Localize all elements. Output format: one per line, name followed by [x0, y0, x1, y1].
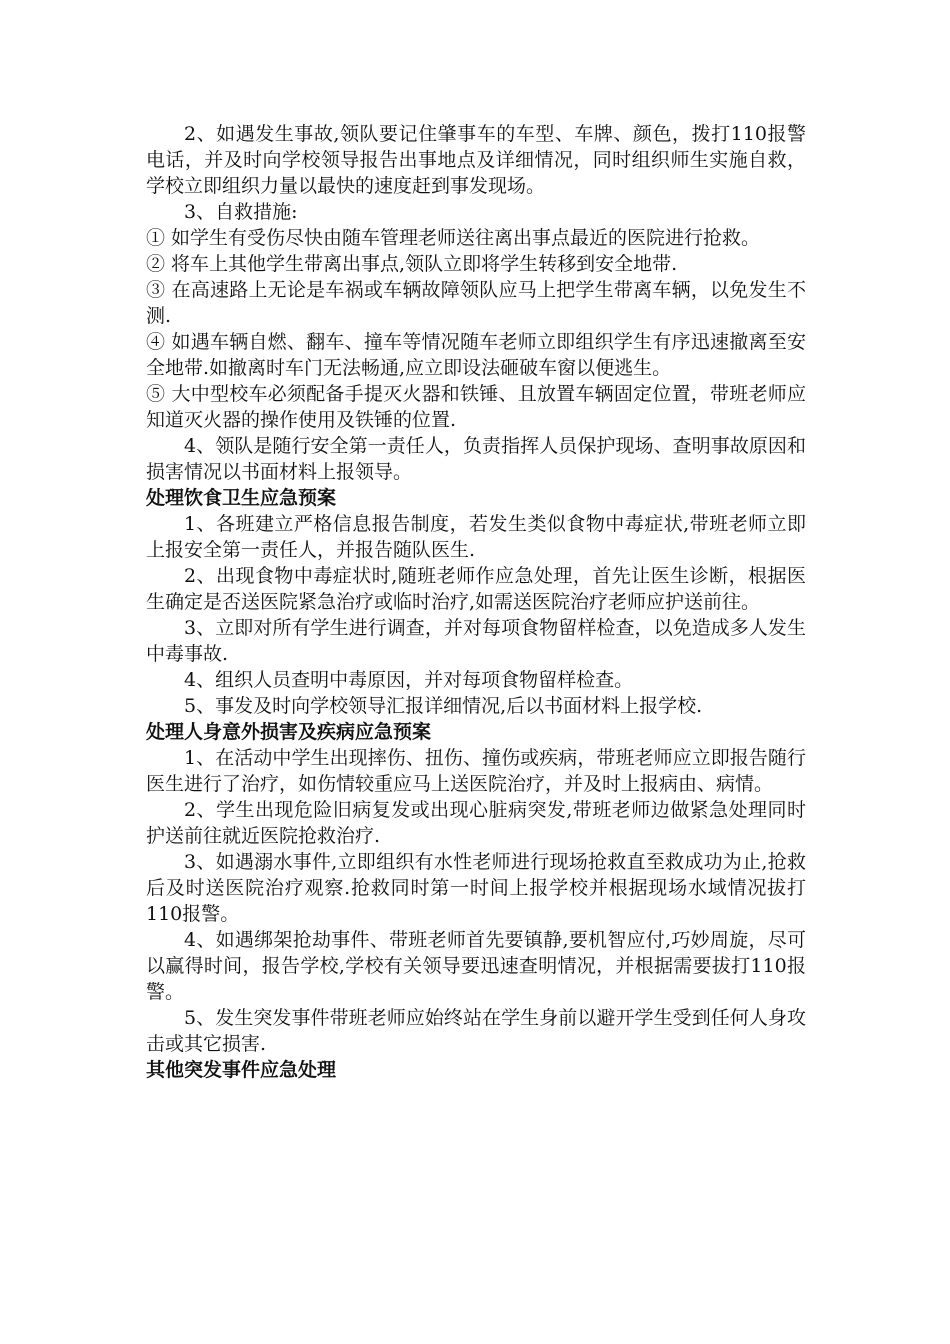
document-page	[146, 121, 806, 1083]
paragraph: 3、如遇溺水事件,立即组织有水性老师进行现场抢救直至救成功为止,抢救后及时送医院治疗观察.抢救同时第一时间上报学校并根据现场水域情况拔打110报警。	[146, 851, 806, 925]
paragraph: 4、组织人员查明中毒原因，并对每项食物留样检查。	[184, 669, 634, 691]
section-heading-other-emergencies: 其他突发事件应急处理	[146, 1059, 337, 1081]
paragraph: 5、发生突发事件带班老师应始终站在学生身前以避开学生受到任何人身攻击或其它损害.	[146, 1007, 806, 1055]
paragraph: 4、如遇绑架抢劫事件、带班老师首先要镇静,要机智应付,巧妙周旋，尽可以赢得时间，报告学校,学校有关领导要迅速查明情况，并根据需要拔打110报警。	[146, 929, 806, 1003]
paragraph: 1、各班建立严格信息报告制度，若发生类似食物中毒症状,带班老师立即上报安全第一责任人，并报告随队医生.	[146, 513, 806, 561]
paragraph: 5、事发及时向学校领导汇报详细情况,后以书面材料上报学校.	[184, 695, 703, 717]
paragraph: 2、出现食物中毒症状时,随班老师作应急处理，首先让医生诊断，根据医生确定是否送医院紧急治疗或临时治疗,如需送医院治疗老师应护送前往。	[146, 565, 806, 613]
paragraph: 3、立即对所有学生进行调查，并对每项食物留样检查，以免造成多人发生中毒事故.	[146, 617, 806, 665]
section-heading-injury-illness: 处理人身意外损害及疾病应急预案	[146, 721, 432, 743]
list-item: ⑤ 大中型校车必须配备手提灭火器和铁锤、且放置车辆固定位置，带班老师应知道灭火器的操作使用及铁锤的位置.	[146, 383, 806, 431]
paragraph-accident-report: 2、如遇发生事故,领队要记住肇事车的车型、车牌、颜色，拨打110报警电话，并及时向学校领导报告出事地点及详细情况，同时组织师生实施自救，学校立即组织力量以最快的速度赶到事发现场。	[146, 123, 806, 197]
paragraph-self-rescue-title: 3、自救措施:	[184, 201, 298, 223]
list-item: ① 如学生有受伤尽快由随车管理老师送往离出事点最近的医院进行抢救。	[146, 227, 761, 249]
list-item: ③ 在高速路上无论是车祸或车辆故障领队应马上把学生带离车辆，以免发生不测.	[146, 279, 806, 327]
paragraph: 2、学生出现危险旧病复发或出现心脏病突发,带班老师边做紧急处理同时护送前往就近医院抢救治疗.	[146, 799, 806, 847]
paragraph-leader-responsibility: 4、领队是随行安全第一责任人，负责指挥人员保护现场、查明事故原因和损害情况以书面材料上报领导。	[146, 435, 806, 483]
paragraph: 1、在活动中学生出现摔伤、扭伤、撞伤或疾病，带班老师应立即报告随行医生进行了治疗，如伤情较重应马上送医院治疗，并及时上报病由、病情。	[146, 747, 806, 795]
list-item: ④ 如遇车辆自燃、翻车、撞车等情况随车老师立即组织学生有序迅速撤离至安全地带.如撤离时车门无法畅通,应立即设法砸破车窗以便逃生。	[146, 331, 806, 379]
list-item: ② 将车上其他学生带离出事点,领队立即将学生转移到安全地带.	[146, 253, 678, 275]
section-heading-food-hygiene: 处理饮食卫生应急预案	[146, 487, 337, 509]
